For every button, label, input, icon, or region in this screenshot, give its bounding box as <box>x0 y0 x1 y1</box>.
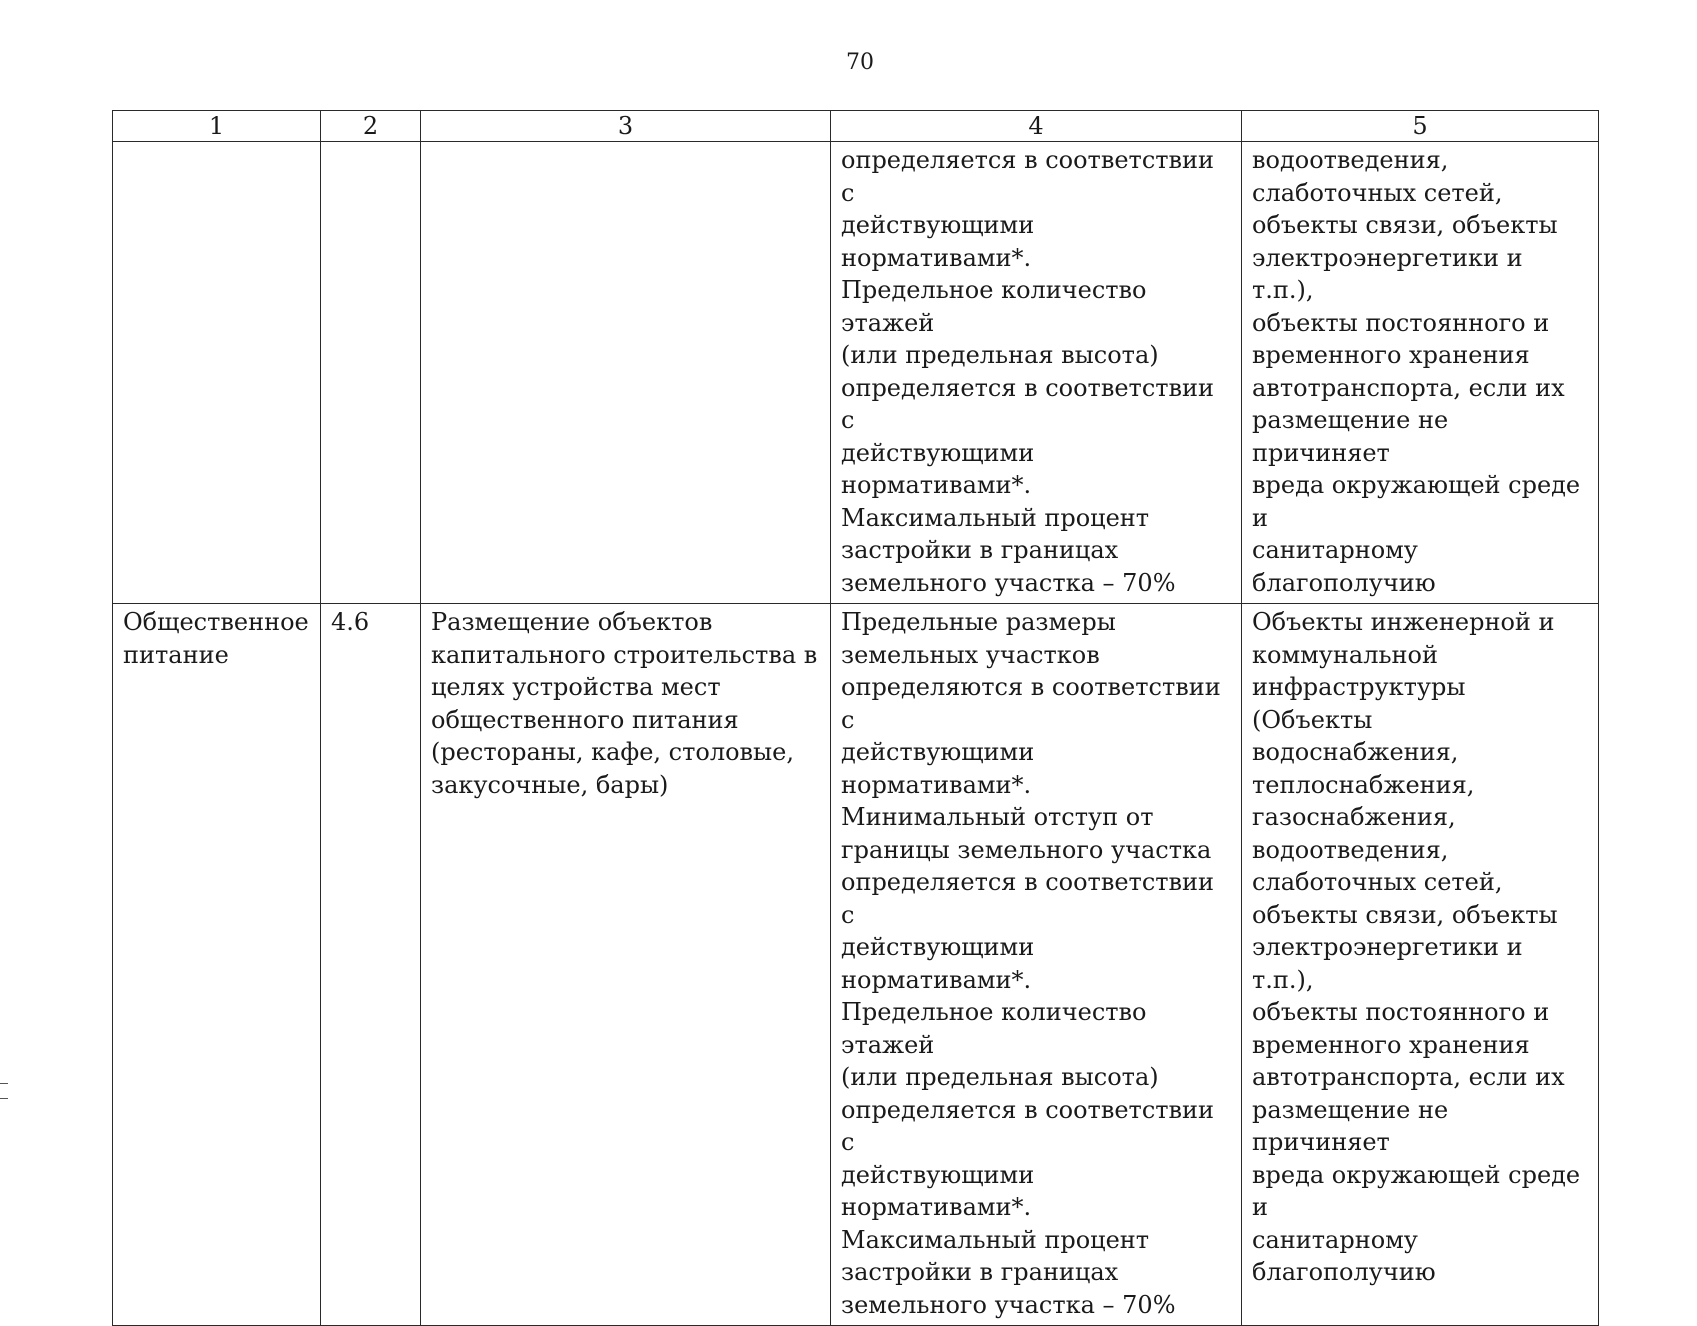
table-row <box>113 142 1599 604</box>
use-name-cell: Общественное питание <box>113 604 321 1326</box>
column-header-1: 1 <box>113 111 321 142</box>
parameters-cell: определяется в соответствии с действующими нормативами*. Предельное количество этажей (или предельная высота) определяется в соответствии с действующими нормативами*. Максимальный процент застройки в границах земельного участка – 70% <box>831 142 1242 604</box>
use-code-cell <box>321 142 421 604</box>
column-header-2: 2 <box>321 111 421 142</box>
parameters-cell: Предельные размеры земельных участков определяются в соответствии с действующими нормативами*. Минимальный отступ от границы земельного участка определяется в соответствии с действующими нормативами*. Предельное количество этажей (или предельная высота) определяется в соответствии с действующими нормативами*. Максимальный процент застройки в границах земельного участка – 70% <box>831 604 1242 1326</box>
auxiliary-uses-cell: водоотведения, слаботочных сетей, объекты связи, объекты электроэнергетики и т.п.), объекты постоянного и временного хранения автотранспорта, если их размещение не причиняет вреда окружающей среде и санитарному благополучию <box>1242 142 1599 604</box>
use-description-cell <box>421 142 831 604</box>
use-name-cell <box>113 142 321 604</box>
table-header-row <box>113 111 1599 142</box>
use-description-cell: Размещение объектов капитального строительства в целях устройства мест общественного питания (рестораны, кафе, столовые, закусочные, бары) <box>421 604 831 1326</box>
regulations-table <box>112 110 1599 1326</box>
auxiliary-uses-cell: Объекты инженерной и коммунальной инфраструктуры (Объекты водоснабжения, теплоснабжения, газоснабжения, водоотведения, слаботочных сетей, объекты связи, объекты электроэнергетики и т.п.), объекты постоянного и временного хранения автотранспорта, если их размещение не причиняет вреда окружающей среде и санитарному благополучию <box>1242 604 1599 1326</box>
margin-mark <box>0 1083 8 1099</box>
table-row <box>113 604 1599 1326</box>
column-header-3: 3 <box>421 111 831 142</box>
column-header-4: 4 <box>831 111 1242 142</box>
column-header-5: 5 <box>1242 111 1599 142</box>
page-number: 70 <box>846 50 874 75</box>
use-code-cell: 4.6 <box>321 604 421 1326</box>
